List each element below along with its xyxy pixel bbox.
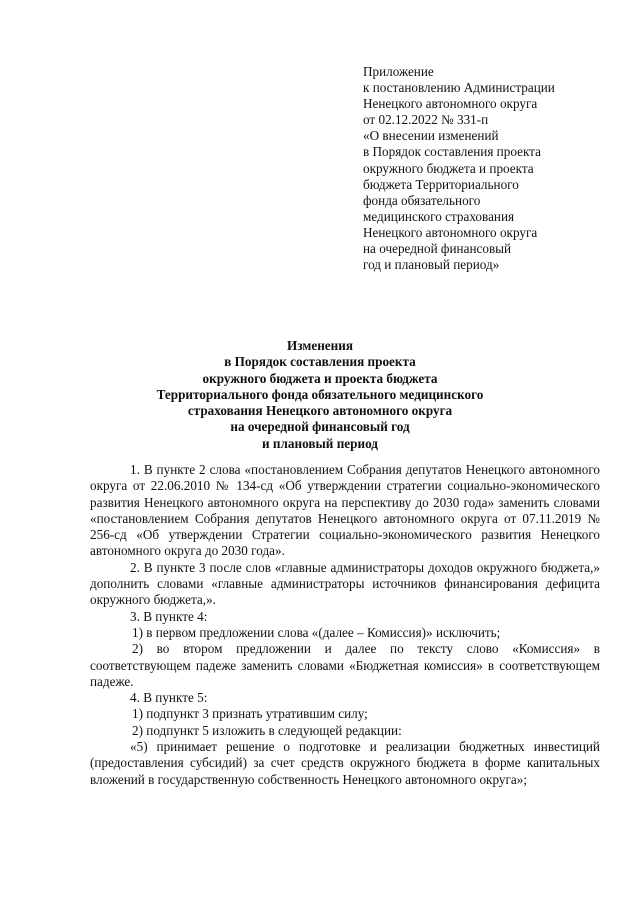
- document-body: [90, 462, 600, 788]
- title-line: в Порядок составления проекта: [224, 354, 416, 370]
- appendix-line: к постановлению Администрации: [363, 80, 555, 96]
- title-line: и плановый период: [262, 435, 378, 451]
- paragraph-subitem-4-2: 2) подпункт 5 изложить в следующей редакции:: [132, 722, 402, 738]
- title-line: страхования Ненецкого автономного округа: [187, 403, 453, 419]
- title-line: окружного бюджета и проекта бюджета: [202, 370, 438, 386]
- document-title: [100, 338, 540, 452]
- appendix-line: медицинского страхования: [363, 208, 515, 224]
- appendix-line: от 02.12.2022 № 331-п: [363, 112, 489, 128]
- paragraph-subitem-4-1: 1) подпункт 3 признать утратившим силу;: [132, 706, 368, 722]
- appendix-line: на очередной финансовый: [363, 241, 512, 257]
- appendix-line: год и плановый период»: [363, 257, 500, 273]
- appendix-header: [363, 64, 623, 273]
- paragraph-item-3: 3. В пункте 4:: [130, 608, 208, 624]
- paragraph-subitem-3-1: 1) в первом предложении слова «(далее – Комиссия)» исключить;: [132, 624, 501, 640]
- appendix-line: «О внесении изменений: [363, 128, 499, 144]
- appendix-line: Ненецкого автономного округа: [363, 224, 538, 240]
- appendix-line: в Порядок составления проекта: [363, 144, 541, 160]
- paragraph-item-2: 2. В пункте 3 после слов «главные администраторы доходов окружного бюджета,» дополнить словами «главные администраторы источников финансирования дефицита окружного бюджета,».: [90, 559, 600, 608]
- paragraph-subitem-3-2: 2) во втором предложении и далее по тексту слово «Комиссия» в соответствующем падеже заменить словами «Бюджетная комиссия» в соответствующем падеже.: [90, 641, 600, 689]
- title-line: Изменения: [287, 338, 353, 353]
- appendix-line: фонда обязательного: [363, 192, 481, 208]
- paragraph-item-4: 4. В пункте 5:: [130, 690, 208, 706]
- appendix-line: Приложение: [363, 64, 434, 79]
- paragraph-item-1: 1. В пункте 2 слова «постановлением Собрания депутатов Ненецкого автономного округа от 22.06.2010 № 134-сд «Об утверждении стратегии социально-экономического развития Ненецкого автономного округа на перспективу до 2030 года» заменить словами «постановлением Собрания депутатов Ненецкого автономного округа от 07.11.2019 № 256-сд «Об утверждении Стратегии социально-экономического развития Ненецкого автономного округа до 2030 года».: [90, 462, 600, 559]
- title-line: Территориального фонда обязательного медицинского: [156, 386, 484, 402]
- appendix-line: Ненецкого автономного округа: [363, 96, 538, 112]
- appendix-line: окружного бюджета и проекта: [363, 160, 534, 176]
- paragraph-quoted-text: «5) принимает решение о подготовке и реализации бюджетных инвестиций (предоставления субсидий) за счет средств окружного бюджета в форме капитальных вложений в государственную собственность Ненецкого автономного округа»;: [90, 739, 600, 787]
- title-line: на очередной финансовый год: [230, 419, 410, 435]
- appendix-line: бюджета Территориального: [363, 176, 519, 192]
